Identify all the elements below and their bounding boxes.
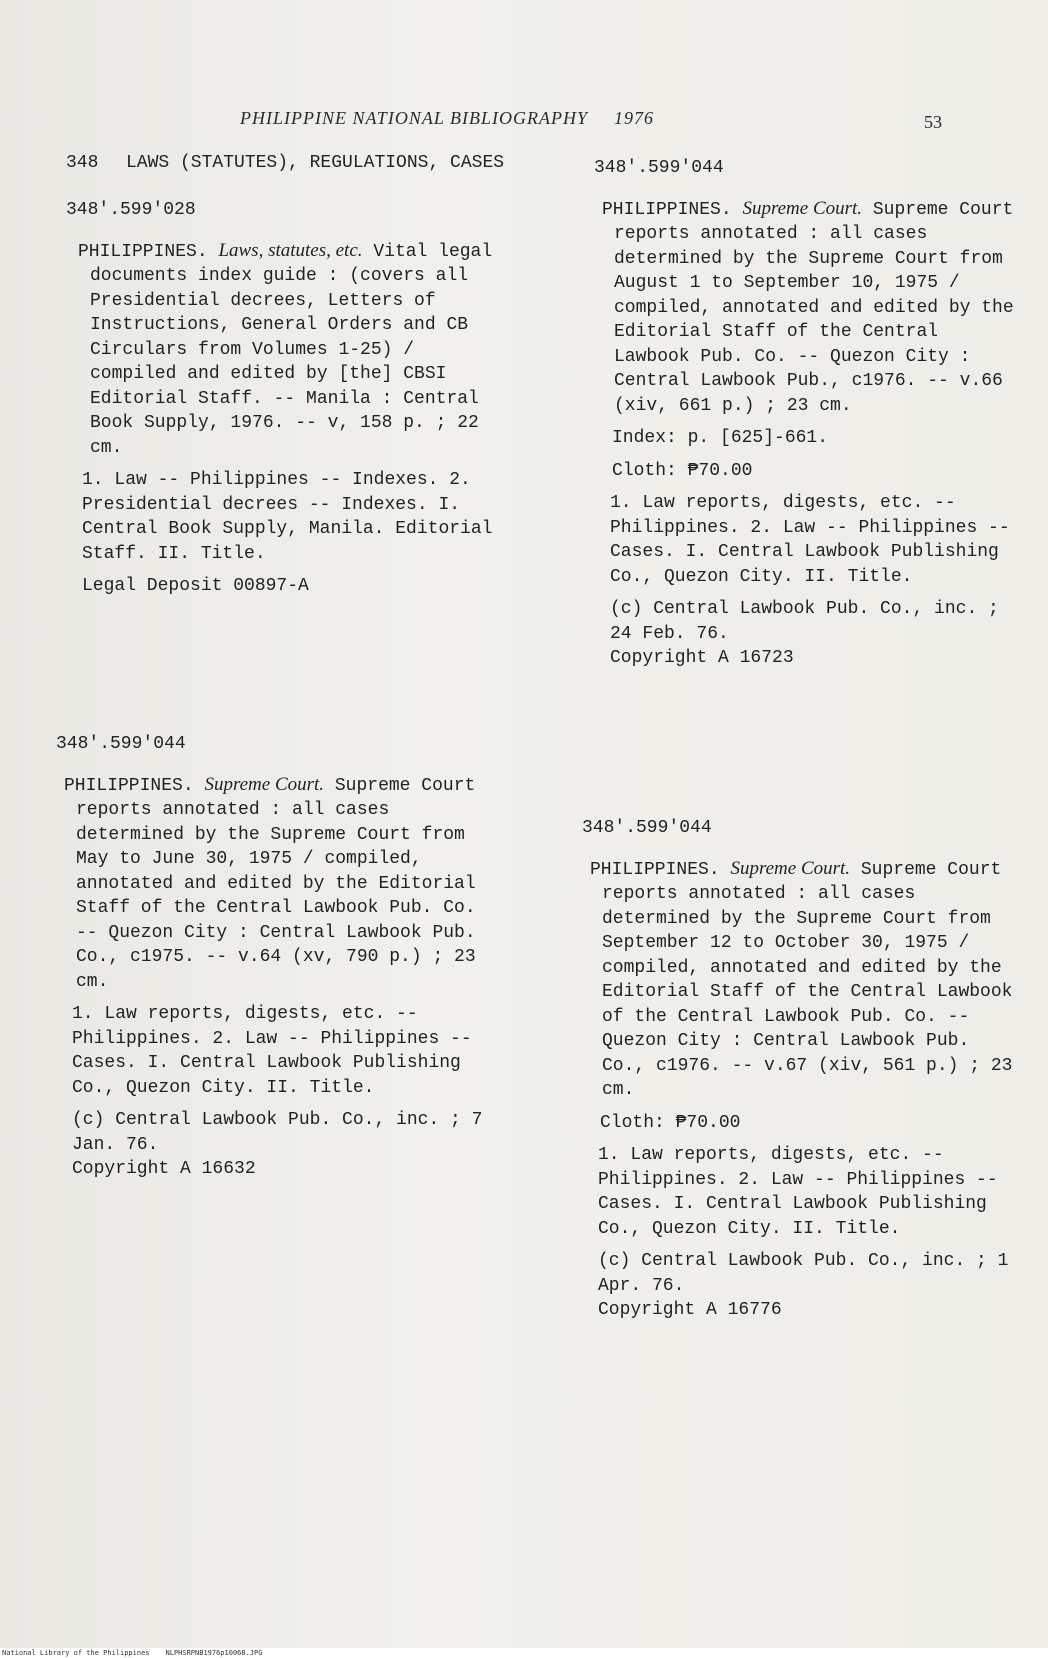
entry-author-sub: Supreme Court. xyxy=(742,197,863,219)
entry-body xyxy=(582,857,1016,1103)
footer-library: National Library of the Philippines xyxy=(2,1649,150,1657)
bibliography-title: PHILIPPINE NATIONAL BIBLIOGRAPHY xyxy=(240,108,588,128)
entry-subjects: 1. Law reports, digests, etc. -- Philippines. 2. Law -- Philippines -- Cases. I. Central Lawbook Publishing Co., Quezon City. II. Title. xyxy=(72,1004,472,1098)
bibliographic-entry xyxy=(66,198,506,607)
bibliography-year: 1976 xyxy=(613,108,654,128)
entry-copyright: (c) Central Lawbook Pub. Co., inc. ; 1 Apr. 76. xyxy=(598,1251,1009,1296)
entry-price: Cloth: ₱70.00 xyxy=(612,460,753,481)
bibliographic-entry xyxy=(56,732,486,1190)
entry-index: Index: p. [625]-661. xyxy=(612,428,829,448)
entry-copyright: (c) Central Lawbook Pub. Co., inc. ; 7 Jan. 76. xyxy=(72,1110,483,1155)
entry-author-sub: Supreme Court. xyxy=(204,773,325,795)
entry-body xyxy=(66,239,506,461)
entry-copyright-number: Copyright A 16723 xyxy=(610,648,794,668)
running-header xyxy=(240,108,654,129)
entry-subjects: 1. Law -- Philippines -- Indexes. 2. Presidential decrees -- Indexes. I. Central Book Supply, Manila. Editorial Staff. II. Title. xyxy=(82,470,493,564)
entry-copyright-number: Copyright A 16776 xyxy=(598,1300,782,1320)
entry-copyright-number: Copyright A 16632 xyxy=(72,1159,256,1179)
entry-description: Supreme Court reports annotated : all cases determined by the Supreme Court from May to June 30, 1975 / compiled, annotated and edited by the Editorial Staff of the Central Lawbook Pub. Co. -- Quezon City : Central Lawbook Pub. Co., c1975. -- v.64 (xv, 790 p.) ; 23 cm. xyxy=(76,775,476,992)
page-number: 53 xyxy=(924,112,942,132)
entry-subjects: 1. Law reports, digests, etc. -- Philippines. 2. Law -- Philippines -- Cases. I. Central Lawbook Publishing Co., Quezon City. II. Title. xyxy=(610,493,1010,587)
entry-description: Supreme Court reports annotated : all cases determined by the Supreme Court from August 1 to September 10, 1975 / compiled, annotated and edited by the Editorial Staff of the Central Lawbook Pub. Co. -- Quezon City : Central Lawbook Pub., c1976. -- v.66 (xiv, 661 p.) ; 23 cm. xyxy=(614,199,1014,416)
class-number: 348'.599'044 xyxy=(582,818,712,838)
section-title: LAWS (STATUTES), REGULATIONS, CASES xyxy=(126,153,505,173)
section-number: 348 xyxy=(66,153,99,173)
class-number: 348'.599'028 xyxy=(66,200,196,220)
bibliographic-entry xyxy=(594,156,1014,679)
entry-deposit: Legal Deposit 00897-A xyxy=(82,576,309,596)
footer-file: NLPHSRPNB1976p10068.JPG xyxy=(165,1649,263,1657)
entry-price: Cloth: ₱70.00 xyxy=(600,1112,741,1133)
scan-footer xyxy=(0,1648,1048,1658)
entry-author-sub: Laws, statutes, etc. xyxy=(218,239,363,261)
entry-author: PHILIPPINES. xyxy=(78,241,208,262)
bibliographic-entry xyxy=(582,816,1016,1331)
entry-subjects: 1. Law reports, digests, etc. -- Philippines. 2. Law -- Philippines -- Cases. I. Central Lawbook Publishing Co., Quezon City. II. Title. xyxy=(598,1145,998,1239)
entry-author: PHILIPPINES. xyxy=(602,199,732,220)
entry-description: Vital legal documents index guide : (covers all Presidential decrees, Letters of Instructions, General Orders and CB Circulars from Volumes 1-25) / compiled and edited by [the] CBSI Editorial Staff. -- Manila : Central Book Supply, 1976. -- v, 158 p. ; 22 cm. xyxy=(90,241,493,458)
class-number: 348'.599'044 xyxy=(594,158,724,178)
section-heading xyxy=(66,153,506,174)
entry-copyright: (c) Central Lawbook Pub. Co., inc. ; 24 Feb. 76. xyxy=(610,599,999,644)
entry-author: PHILIPPINES. xyxy=(590,859,720,880)
class-number: 348'.599'044 xyxy=(56,734,186,754)
entry-author: PHILIPPINES. xyxy=(64,775,194,796)
entry-author-sub: Supreme Court. xyxy=(730,857,851,879)
entry-body xyxy=(56,773,486,995)
entry-description: Supreme Court reports annotated : all cases determined by the Supreme Court from September 12 to October 30, 1975 / compiled, annotated and edited by the Editorial Staff of the Central Lawbook of the Central Lawbook Pub. Co. -- Quezon City : Central Lawbook Pub. Co., c1976. -- v.67 (xiv, 561 p.) ; 23 cm. xyxy=(602,859,1013,1100)
entry-body xyxy=(594,197,1014,419)
